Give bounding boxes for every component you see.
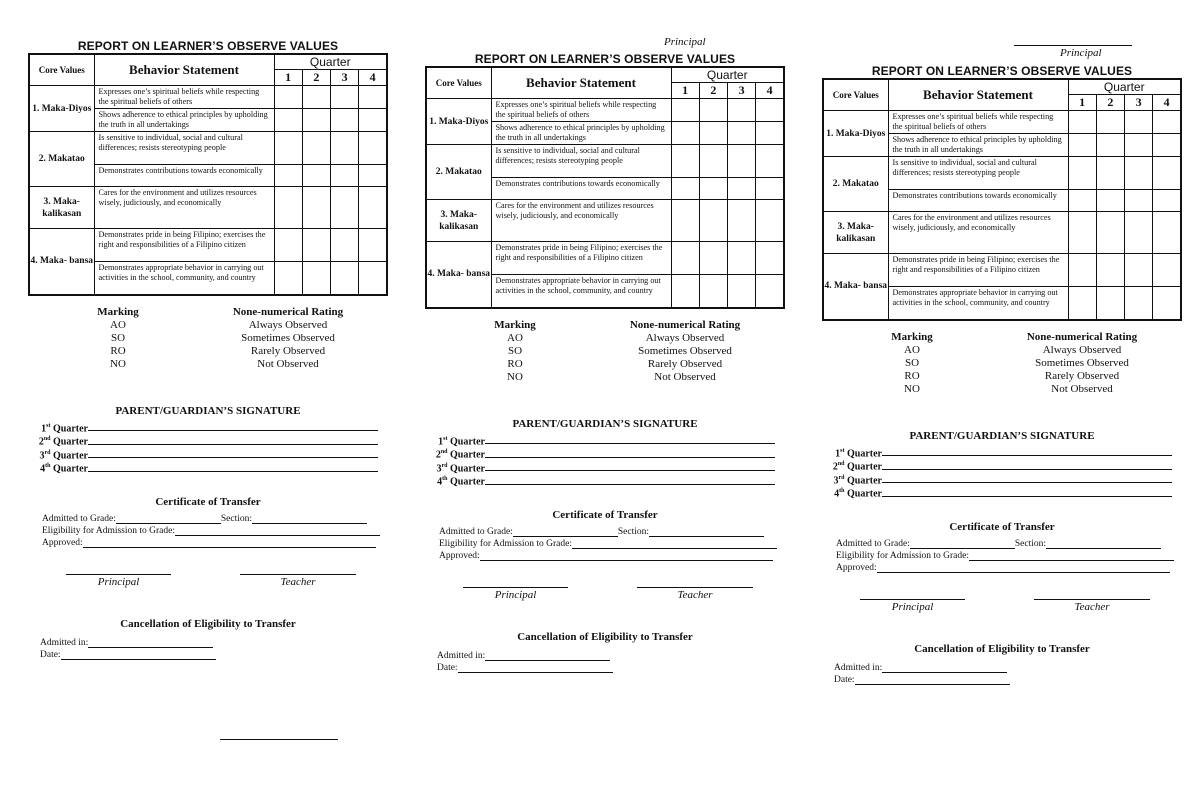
marking-code: RO bbox=[110, 344, 126, 357]
rating-cell[interactable] bbox=[302, 132, 330, 165]
core-values-header: Core Values bbox=[823, 79, 888, 111]
rating-cell[interactable] bbox=[1068, 254, 1096, 287]
quarter-label: 2nd Quarter bbox=[832, 461, 882, 473]
rating-cell[interactable] bbox=[1068, 287, 1096, 320]
core-value-makatao: 2. Makatao bbox=[823, 157, 888, 212]
admitted-grade-label: Admitted to Grade: bbox=[439, 526, 513, 537]
date-label: Date: bbox=[437, 662, 458, 673]
section-label: Section: bbox=[1014, 538, 1047, 549]
signature-line[interactable] bbox=[88, 420, 378, 432]
rating-cell[interactable] bbox=[274, 187, 302, 229]
rating-cell[interactable] bbox=[1068, 190, 1096, 212]
rating-cell[interactable] bbox=[699, 145, 727, 178]
rating-cell[interactable] bbox=[302, 86, 330, 109]
behavior-statement: Cares for the environment and utilizes resources wisely, judiciously, and economically bbox=[888, 212, 1068, 254]
behavior-statement: Is sensitive to individual, social and cultural differences; resists stereotyping people bbox=[491, 145, 671, 178]
rating-cell[interactable] bbox=[1096, 190, 1124, 212]
rating-cell[interactable] bbox=[359, 165, 387, 187]
marking-code: NO bbox=[904, 382, 920, 395]
marking-header: Marking bbox=[891, 330, 933, 343]
core-value-maka-bansa: 4. Maka- bansa bbox=[823, 254, 888, 320]
cancellation-title: Cancellation of Eligibility to Transfer bbox=[517, 630, 693, 643]
signature-line[interactable] bbox=[882, 458, 1172, 470]
report-title: REPORT ON LEARNER’S OBSERVE VALUES bbox=[77, 39, 339, 53]
behavior-statement: Shows adherence to ethical principles by upholding the truth in all undertakings bbox=[888, 134, 1068, 157]
rating-cell[interactable] bbox=[756, 178, 784, 200]
certificate-title: Certificate of Transfer bbox=[552, 508, 658, 521]
rating-cell[interactable] bbox=[1125, 111, 1153, 134]
core-value-maka-kalikasan: 3. Maka- kalikasan bbox=[426, 200, 491, 242]
core-value-makatao: 2. Makatao bbox=[29, 132, 94, 187]
core-value-maka-kalikasan: 3. Maka- kalikasan bbox=[823, 212, 888, 254]
quarter-3-header: 3 bbox=[1125, 95, 1153, 111]
rating-cell[interactable] bbox=[728, 122, 756, 145]
rating-cell[interactable] bbox=[756, 275, 784, 308]
values-table bbox=[28, 53, 388, 296]
rating-cell[interactable] bbox=[274, 262, 302, 295]
certificate-of-transfer bbox=[425, 509, 785, 629]
behavior-statement: Expresses one’s spiritual beliefs while respecting the spiritual beliefs of others bbox=[94, 86, 274, 109]
behavior-statement: Demonstrates appropriate behavior in carrying out activities in the school, community, and country bbox=[94, 262, 274, 295]
parent-signature-title: PARENT/GUARDIAN’S SIGNATURE bbox=[512, 417, 698, 430]
parent-signature-section bbox=[28, 405, 388, 474]
rating-cell[interactable] bbox=[274, 229, 302, 262]
rating-cell[interactable] bbox=[699, 122, 727, 145]
rating-cell[interactable] bbox=[699, 178, 727, 200]
behavior-statement: Demonstrates appropriate behavior in carrying out activities in the school, community, and country bbox=[888, 287, 1068, 320]
admitted-grade-field[interactable] bbox=[513, 526, 618, 537]
admitted-in-label: Admitted in: bbox=[834, 662, 883, 673]
rating-cell[interactable] bbox=[274, 132, 302, 165]
core-value-maka-kalikasan: 3. Maka- kalikasan bbox=[29, 187, 94, 229]
quarter-label: 1st Quarter bbox=[835, 447, 882, 459]
quarter-label: 2nd Quarter bbox=[435, 449, 485, 461]
rating-cell[interactable] bbox=[331, 109, 359, 132]
core-value-maka-diyos: 1. Maka-Diyos bbox=[823, 111, 888, 157]
rating-description: Not Observed bbox=[257, 357, 319, 370]
report-card-left bbox=[28, 39, 388, 661]
core-value-makatao: 2. Makatao bbox=[426, 145, 491, 200]
parent-signature-section bbox=[425, 418, 785, 487]
quarter-label: 4th Quarter bbox=[834, 488, 882, 500]
rating-description: Always Observed bbox=[645, 331, 725, 344]
rating-cell[interactable] bbox=[274, 165, 302, 187]
rating-cell[interactable] bbox=[359, 187, 387, 229]
admitted-in-field[interactable] bbox=[882, 662, 1007, 673]
report-title: REPORT ON LEARNER’S OBSERVE VALUES bbox=[871, 64, 1133, 78]
rating-cell[interactable] bbox=[1068, 157, 1096, 190]
rating-description: Always Observed bbox=[1042, 343, 1122, 356]
approved-field[interactable] bbox=[480, 550, 773, 561]
signature-line[interactable] bbox=[485, 446, 775, 458]
rating-header: None-numerical Rating bbox=[629, 318, 741, 331]
marking-code: SO bbox=[507, 344, 523, 357]
certificate-of-transfer bbox=[28, 496, 388, 616]
rating-cell[interactable] bbox=[728, 275, 756, 308]
report-title: REPORT ON LEARNER’S OBSERVE VALUES bbox=[474, 52, 736, 66]
quarter-label: 4th Quarter bbox=[437, 476, 485, 488]
core-value-maka-bansa: 4. Maka- bansa bbox=[29, 229, 94, 295]
quarter-label: 3rd Quarter bbox=[39, 449, 88, 461]
marking-code: RO bbox=[507, 357, 523, 370]
quarter-1-header: 1 bbox=[671, 83, 699, 99]
section-field[interactable] bbox=[649, 526, 764, 537]
rating-cell[interactable] bbox=[359, 109, 387, 132]
quarter-label: 1st Quarter bbox=[41, 422, 88, 434]
teacher-signature[interactable]: Teacher bbox=[1034, 599, 1150, 613]
rating-legend bbox=[425, 319, 785, 384]
marking-code: AO bbox=[110, 318, 126, 331]
values-table bbox=[822, 78, 1182, 321]
rating-cell[interactable] bbox=[1153, 111, 1181, 134]
rating-cell[interactable] bbox=[1125, 134, 1153, 157]
rating-cell[interactable] bbox=[359, 262, 387, 295]
quarter-2-header: 2 bbox=[699, 83, 727, 99]
behavior-statement: Shows adherence to ethical principles by upholding the truth in all undertakings bbox=[491, 122, 671, 145]
rating-cell[interactable] bbox=[728, 200, 756, 242]
eligibility-field[interactable] bbox=[175, 525, 380, 536]
rating-cell[interactable] bbox=[1096, 157, 1124, 190]
signature-line[interactable] bbox=[88, 447, 378, 459]
section-label: Section: bbox=[617, 526, 650, 537]
behavior-statement: Is sensitive to individual, social and cultural differences; resists stereotyping people bbox=[888, 157, 1068, 190]
rating-description: Sometimes Observed bbox=[638, 344, 732, 357]
quarter-header: Quarter bbox=[1068, 79, 1181, 95]
rating-cell[interactable] bbox=[274, 109, 302, 132]
rating-cell[interactable] bbox=[756, 200, 784, 242]
rating-cell[interactable] bbox=[331, 132, 359, 165]
behavior-statement: Demonstrates appropriate behavior in carrying out activities in the school, community, and country bbox=[491, 275, 671, 308]
behavior-statement: Shows adherence to ethical principles by upholding the truth in all undertakings bbox=[94, 109, 274, 132]
quarter-2-header: 2 bbox=[302, 70, 330, 86]
principal-label-top: Principal bbox=[1060, 47, 1102, 59]
section-field[interactable] bbox=[1046, 538, 1161, 549]
behavior-statement-header: Behavior Statement bbox=[491, 67, 671, 99]
rating-cell[interactable] bbox=[699, 200, 727, 242]
cancellation-title: Cancellation of Eligibility to Transfer bbox=[914, 642, 1090, 655]
quarter-1-header: 1 bbox=[1068, 95, 1096, 111]
date-field[interactable] bbox=[458, 662, 613, 673]
admitted-grade-field[interactable] bbox=[910, 538, 1015, 549]
signature-line[interactable] bbox=[88, 460, 378, 472]
rating-cell[interactable] bbox=[274, 86, 302, 109]
rating-cell[interactable] bbox=[1096, 212, 1124, 254]
section-label: Section: bbox=[220, 513, 253, 524]
cancellation-section bbox=[425, 631, 785, 674]
rating-cell[interactable] bbox=[331, 86, 359, 109]
rating-cell[interactable] bbox=[1096, 287, 1124, 320]
marking-code: AO bbox=[507, 331, 523, 344]
core-values-header: Core Values bbox=[426, 67, 491, 99]
approved-field[interactable] bbox=[83, 537, 376, 548]
approved-label: Approved: bbox=[439, 550, 480, 561]
rating-description: Rarely Observed bbox=[1044, 369, 1120, 382]
rating-description: Sometimes Observed bbox=[1035, 356, 1129, 369]
rating-cell[interactable] bbox=[671, 242, 699, 275]
admitted-in-label: Admitted in: bbox=[40, 637, 89, 648]
date-label: Date: bbox=[40, 649, 61, 660]
behavior-statement: Demonstrates pride in being Filipino; exercises the right and responsibilities of a Filipino citizen bbox=[94, 229, 274, 262]
rating-cell[interactable] bbox=[728, 242, 756, 275]
admitted-grade-field[interactable] bbox=[116, 513, 221, 524]
behavior-statement: Demonstrates pride in being Filipino; exercises the right and responsibilities of a Filipino citizen bbox=[888, 254, 1068, 287]
approved-label: Approved: bbox=[42, 537, 83, 548]
quarter-label: 1st Quarter bbox=[438, 435, 485, 447]
teacher-signature[interactable]: Teacher bbox=[637, 587, 753, 601]
quarter-3-header: 3 bbox=[728, 83, 756, 99]
rating-cell[interactable] bbox=[1153, 134, 1181, 157]
quarter-4-header: 4 bbox=[1153, 95, 1181, 111]
eligibility-field[interactable] bbox=[572, 538, 777, 549]
rating-cell[interactable] bbox=[756, 99, 784, 122]
signature-line[interactable] bbox=[485, 473, 775, 485]
rating-cell[interactable] bbox=[1125, 157, 1153, 190]
parent-signature-title: PARENT/GUARDIAN’S SIGNATURE bbox=[115, 404, 301, 417]
quarter-3-header: 3 bbox=[331, 70, 359, 86]
behavior-statement: Cares for the environment and utilizes resources wisely, judiciously, and economically bbox=[94, 187, 274, 229]
rating-cell[interactable] bbox=[1125, 212, 1153, 254]
quarter-1-header: 1 bbox=[274, 70, 302, 86]
report-card-right bbox=[822, 64, 1182, 686]
signature-line[interactable] bbox=[485, 433, 775, 445]
behavior-statement-header: Behavior Statement bbox=[94, 54, 274, 86]
principal-signature-line[interactable] bbox=[1014, 45, 1132, 46]
signature-line[interactable] bbox=[882, 472, 1172, 484]
admitted-in-label: Admitted in: bbox=[437, 650, 486, 661]
marking-header: Marking bbox=[494, 318, 536, 331]
certificate-of-transfer bbox=[822, 521, 1182, 641]
signature-line[interactable] bbox=[220, 739, 338, 740]
rating-cell[interactable] bbox=[1125, 190, 1153, 212]
rating-cell[interactable] bbox=[756, 242, 784, 275]
rating-cell[interactable] bbox=[699, 275, 727, 308]
quarter-4-header: 4 bbox=[756, 83, 784, 99]
core-value-maka-diyos: 1. Maka-Diyos bbox=[29, 86, 94, 132]
parent-signature-title: PARENT/GUARDIAN’S SIGNATURE bbox=[909, 429, 1095, 442]
rating-cell[interactable] bbox=[1068, 134, 1096, 157]
rating-legend bbox=[822, 331, 1182, 396]
rating-cell[interactable] bbox=[302, 109, 330, 132]
core-value-maka-diyos: 1. Maka-Diyos bbox=[426, 99, 491, 145]
date-field[interactable] bbox=[855, 674, 1010, 685]
principal-signature[interactable]: Principal bbox=[66, 574, 171, 588]
behavior-statement: Expresses one’s spiritual beliefs while respecting the spiritual beliefs of others bbox=[888, 111, 1068, 134]
marking-code: AO bbox=[904, 343, 920, 356]
rating-description: Not Observed bbox=[1051, 382, 1113, 395]
principal-signature[interactable]: Principal bbox=[860, 599, 965, 613]
rating-cell[interactable] bbox=[1153, 287, 1181, 320]
rating-cell[interactable] bbox=[1096, 111, 1124, 134]
date-field[interactable] bbox=[61, 649, 216, 660]
rating-cell[interactable] bbox=[671, 122, 699, 145]
rating-cell[interactable] bbox=[359, 229, 387, 262]
rating-cell[interactable] bbox=[359, 86, 387, 109]
rating-cell[interactable] bbox=[331, 187, 359, 229]
signature-line[interactable] bbox=[882, 445, 1172, 457]
behavior-statement: Demonstrates contributions towards economically bbox=[94, 165, 274, 187]
marking-code: NO bbox=[110, 357, 126, 370]
rating-cell[interactable] bbox=[302, 229, 330, 262]
rating-cell[interactable] bbox=[699, 99, 727, 122]
section-field[interactable] bbox=[252, 513, 367, 524]
marking-code: NO bbox=[507, 370, 523, 383]
rating-cell[interactable] bbox=[331, 165, 359, 187]
date-label: Date: bbox=[834, 674, 855, 685]
report-card-middle bbox=[425, 52, 785, 674]
behavior-statement: Demonstrates contributions towards economically bbox=[888, 190, 1068, 212]
cancellation-section bbox=[28, 618, 388, 661]
rating-cell[interactable] bbox=[302, 165, 330, 187]
rating-cell[interactable] bbox=[1153, 190, 1181, 212]
rating-cell[interactable] bbox=[671, 99, 699, 122]
certificate-title: Certificate of Transfer bbox=[155, 495, 261, 508]
teacher-signature[interactable]: Teacher bbox=[240, 574, 356, 588]
behavior-statement: Demonstrates contributions towards economically bbox=[491, 178, 671, 200]
admitted-in-field[interactable] bbox=[88, 637, 213, 648]
rating-description: Always Observed bbox=[248, 318, 328, 331]
signature-line[interactable] bbox=[882, 485, 1172, 497]
rating-cell[interactable] bbox=[1153, 157, 1181, 190]
marking-code: RO bbox=[904, 369, 920, 382]
rating-cell[interactable] bbox=[671, 178, 699, 200]
behavior-statement: Demonstrates pride in being Filipino; exercises the right and responsibilities of a Filipino citizen bbox=[491, 242, 671, 275]
rating-header: None-numerical Rating bbox=[232, 305, 344, 318]
rating-description: Not Observed bbox=[654, 370, 716, 383]
rating-cell[interactable] bbox=[1153, 212, 1181, 254]
rating-cell[interactable] bbox=[1125, 287, 1153, 320]
core-values-header: Core Values bbox=[29, 54, 94, 86]
rating-cell[interactable] bbox=[671, 200, 699, 242]
rating-cell[interactable] bbox=[1096, 134, 1124, 157]
admitted-grade-label: Admitted to Grade: bbox=[42, 513, 116, 524]
marking-header: Marking bbox=[97, 305, 139, 318]
principal-label-top: Principal bbox=[664, 36, 706, 48]
behavior-statement: Cares for the environment and utilizes resources wisely, judiciously, and economically bbox=[491, 200, 671, 242]
eligibility-label: Eligibility for Admission to Grade: bbox=[42, 525, 175, 536]
rating-cell[interactable] bbox=[728, 145, 756, 178]
rating-cell[interactable] bbox=[1125, 254, 1153, 287]
rating-header: None-numerical Rating bbox=[1026, 330, 1138, 343]
rating-cell[interactable] bbox=[1068, 212, 1096, 254]
rating-cell[interactable] bbox=[756, 122, 784, 145]
rating-cell[interactable] bbox=[728, 178, 756, 200]
quarter-header: Quarter bbox=[274, 54, 387, 70]
quarter-label: 3rd Quarter bbox=[436, 462, 485, 474]
behavior-statement: Is sensitive to individual, social and cultural differences; resists stereotyping people bbox=[94, 132, 274, 165]
eligibility-label: Eligibility for Admission to Grade: bbox=[439, 538, 572, 549]
quarter-label: 3rd Quarter bbox=[833, 474, 882, 486]
cancellation-title: Cancellation of Eligibility to Transfer bbox=[120, 617, 296, 630]
rating-cell[interactable] bbox=[331, 262, 359, 295]
rating-cell[interactable] bbox=[671, 275, 699, 308]
behavior-statement-header: Behavior Statement bbox=[888, 79, 1068, 111]
approved-label: Approved: bbox=[836, 562, 877, 573]
quarter-header: Quarter bbox=[671, 67, 784, 83]
eligibility-label: Eligibility for Admission to Grade: bbox=[836, 550, 969, 561]
rating-cell[interactable] bbox=[699, 242, 727, 275]
quarter-label: 4th Quarter bbox=[40, 463, 88, 475]
rating-cell[interactable] bbox=[1096, 254, 1124, 287]
approved-field[interactable] bbox=[877, 562, 1170, 573]
parent-signature-section bbox=[822, 430, 1182, 499]
behavior-statement: Expresses one’s spiritual beliefs while respecting the spiritual beliefs of others bbox=[491, 99, 671, 122]
marking-code: SO bbox=[904, 356, 920, 369]
rating-cell[interactable] bbox=[671, 145, 699, 178]
rating-description: Rarely Observed bbox=[250, 344, 326, 357]
admitted-in-field[interactable] bbox=[485, 650, 610, 661]
certificate-title: Certificate of Transfer bbox=[949, 520, 1055, 533]
rating-description: Sometimes Observed bbox=[241, 331, 335, 344]
rating-description: Rarely Observed bbox=[647, 357, 723, 370]
rating-cell[interactable] bbox=[728, 99, 756, 122]
signature-line[interactable] bbox=[88, 433, 378, 445]
marking-code: SO bbox=[110, 331, 126, 344]
eligibility-field[interactable] bbox=[969, 550, 1174, 561]
quarter-4-header: 4 bbox=[359, 70, 387, 86]
core-value-maka-bansa: 4. Maka- bansa bbox=[426, 242, 491, 308]
rating-cell[interactable] bbox=[1068, 111, 1096, 134]
rating-cell[interactable] bbox=[331, 229, 359, 262]
rating-cell[interactable] bbox=[302, 262, 330, 295]
rating-cell[interactable] bbox=[359, 132, 387, 165]
quarter-2-header: 2 bbox=[1096, 95, 1124, 111]
rating-cell[interactable] bbox=[1153, 254, 1181, 287]
rating-cell[interactable] bbox=[302, 187, 330, 229]
quarter-label: 2nd Quarter bbox=[38, 436, 88, 448]
values-table bbox=[425, 66, 785, 309]
admitted-grade-label: Admitted to Grade: bbox=[836, 538, 910, 549]
principal-signature[interactable]: Principal bbox=[463, 587, 568, 601]
rating-cell[interactable] bbox=[756, 145, 784, 178]
rating-legend bbox=[28, 306, 388, 371]
cancellation-section bbox=[822, 643, 1182, 686]
signature-line[interactable] bbox=[485, 460, 775, 472]
